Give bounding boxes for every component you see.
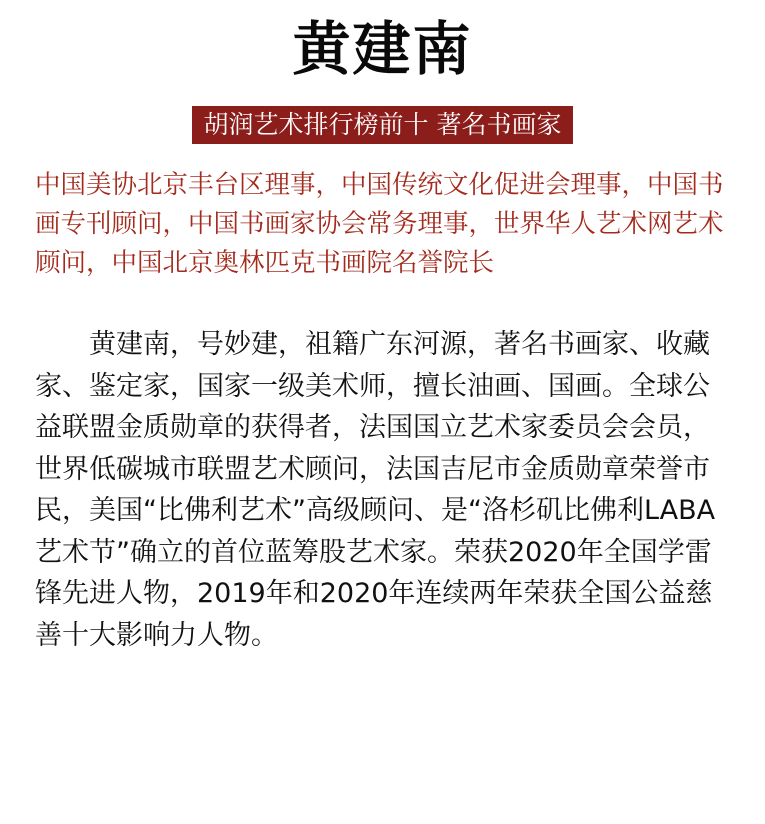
ranking-banner: 胡润艺术排行榜前十 著名书画家 <box>192 106 574 144</box>
titles-paragraph: 中国美协北京丰台区理事，中国传统文化促进会理事，中国书画专刊顾问，中国书画家协会常务理事，世界华人艺术网艺术顾问，中国北京奥林匹克书画院名誉院长 <box>35 170 724 278</box>
banner-container <box>0 106 765 144</box>
biography-paragraph: 黄建南，号妙建，祖籍广东河源，著名书画家、收藏家、鉴定家，国家一级美术师，擅长油画、国画。全球公益联盟金质勋章的获得者，法国国立艺术家委员会会员，世界低碳城市联盟艺术顾问，法国吉尼市金质勋章荣誉市民，美国“比佛利艺术”高级顾问、是“洛杉矶比佛利LABA艺术节”确立的首位蓝筹股艺术家。荣获2020年全国学雷锋先进人物，2019年和2020年连续两年荣获全国公益慈善十大影响力人物。 <box>35 329 716 651</box>
page-title: 黄建南 <box>292 15 473 83</box>
